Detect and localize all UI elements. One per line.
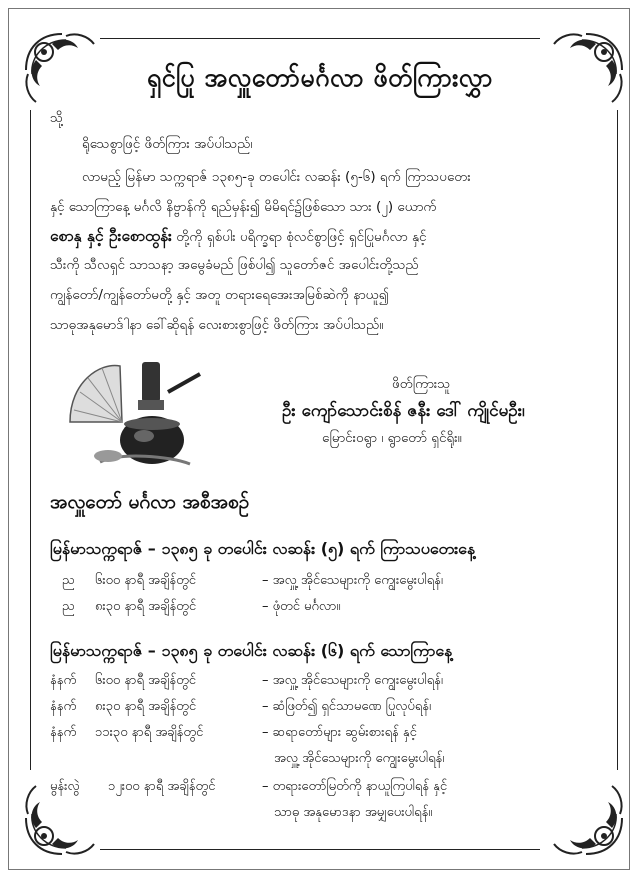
border-right: [617, 110, 618, 770]
schedule-prefix: မွန်းလွဲ: [50, 779, 80, 794]
program-title: အလှူတော် မင်္ဂလာ အစီအစဉ်: [50, 491, 250, 513]
schedule-time: ၈း၃၀ နာရီ အချိန်တွင်: [95, 599, 197, 614]
hosts-names: ဦး ကျော်သောင်းစိန် ဇနီး ဒေါ် ကျိုင်မဦး၊: [282, 401, 525, 421]
schedule-time: ၈း၃၀ နာရီ အချိန်တွင်: [95, 699, 197, 714]
body-line: သာဓုအနုမောဒ်ါနာ ခေါ်ဆိုရန် လေးစားစွာဖြင့် ဖိတ်ကြား အပ်ပါသည်။: [50, 317, 384, 333]
corner-ornament-bottom-right: [542, 774, 626, 858]
border-left: [30, 110, 31, 770]
schedule-prefix: နံနက်: [50, 699, 77, 714]
schedule-desc-continued: သာဓု အနုမောဒနာ အမျှပေးပါရန်။: [274, 805, 433, 820]
hosts-address: မြောင်းဝရွာ ၊ ရွာတော် ရှင်ရိုး။: [322, 430, 462, 446]
schedule-desc: – ဆရာတော်များ ဆွမ်းစားရန် နှင့်: [262, 725, 417, 740]
sons-names: စောနှ နှင့် ဦးစောထွန်း: [50, 227, 172, 245]
schedule-desc: – ဆံဖြတ်၍ ရှင်သာမဏေ ပြုလုပ်ရန်၊: [262, 699, 432, 714]
body-line: နှင့် သောကြာနေ့ မင်္ဂလိ နိဗ္ဗာန်ကို ရည်မှန်း၍ မိမိရင်၌ဖြစ်သော သား (၂) ယောက်: [50, 199, 437, 215]
hosts-label: ဖိတ်ကြားသူ: [392, 376, 451, 392]
schedule-prefix: ည: [62, 573, 75, 588]
border-top: [100, 38, 540, 39]
schedule-desc: – အလှူ့ အိုင်သေများကို ကျွေးမွေးပါရန်၊: [262, 573, 443, 588]
day-2-header: မြန်မာသက္ကရာဇ် – ၁၃၈၅ ခု တပေါင်း လဆန်း (၆) ရက် သောကြာနေ့: [50, 641, 453, 660]
schedule-prefix: နံနက်: [50, 725, 77, 740]
body-line: ကျွန်တော်/ကျွန်တော်မတို့ နှင့် အတူ တရားရေအေးအမြစ်ဆဲကို နာယူ၍: [50, 287, 389, 303]
schedule-time: ၁၁း၃၀ နာရီ အချိန်တွင်: [95, 725, 204, 740]
schedule-desc-continued: အလှူ့ အိုင်သေများကို ကျွေးမွေးပါရန်၊: [274, 751, 445, 766]
schedule-time: ၆း၀၀ နာရီ အချိန်တွင်: [95, 673, 196, 688]
schedule-time: ၆း၀၀ နာရီ အချိန်တွင်: [95, 573, 196, 588]
greeting-line: ရိုသေစွာဖြင့် ဖိတ်ကြား အပ်ပါသည်၊: [82, 136, 253, 152]
sons-line: [50, 226, 426, 249]
body-line: လာမည့် မြန်မာ သက္ကရာဇ် ၁၃၈၅-ခု တပေါင်း လဆန်း (၅-၆) ရက် ကြာသပတေး: [82, 169, 471, 185]
invitation-title: ရှင်ပြု အလှူတော်မင်္ဂလာ ဖိတ်ကြားလွှာ: [146, 63, 494, 92]
day-1-header: မြန်မာသက္ကရာဇ် – ၁၃၈၅ ခု တပေါင်း လဆန်း (၅) ရက် ကြာသပတေးနေ့: [50, 539, 476, 558]
border-bottom: [100, 849, 540, 850]
schedule-prefix: ည: [62, 599, 75, 614]
schedule-time: ၁၂း၀၀ နာရီ အချိန်တွင်: [108, 779, 216, 794]
schedule-prefix: နံနက်: [50, 673, 77, 688]
addressee-line: သို့: [50, 110, 64, 126]
schedule-desc: – ဖုံတင် မင်္ဂလာ။: [262, 599, 341, 614]
monk-offerings-illustration: [60, 352, 205, 472]
schedule-desc: – အလှူ့ အိုင်သေများကို ကျွေးမွေးပါရန်၊: [262, 673, 443, 688]
sons-line-rest: တို့ကို ရှစ်ပါး ပရိက္ခရာ စုံလင်စွာဖြင့် ရှင်ပြုမင်္ဂလာ နှင့်: [171, 229, 427, 245]
schedule-desc: – တရားတော်မြတ်ကို နာယူကြပါရန် နှင့်: [262, 779, 448, 794]
body-line: သီးကို သီလရှင် သာသနာ့ အမွေခံမည် ဖြစ်ပါ၍ သူတော်ဇင် အပေါင်းတို့သည်: [50, 257, 419, 273]
